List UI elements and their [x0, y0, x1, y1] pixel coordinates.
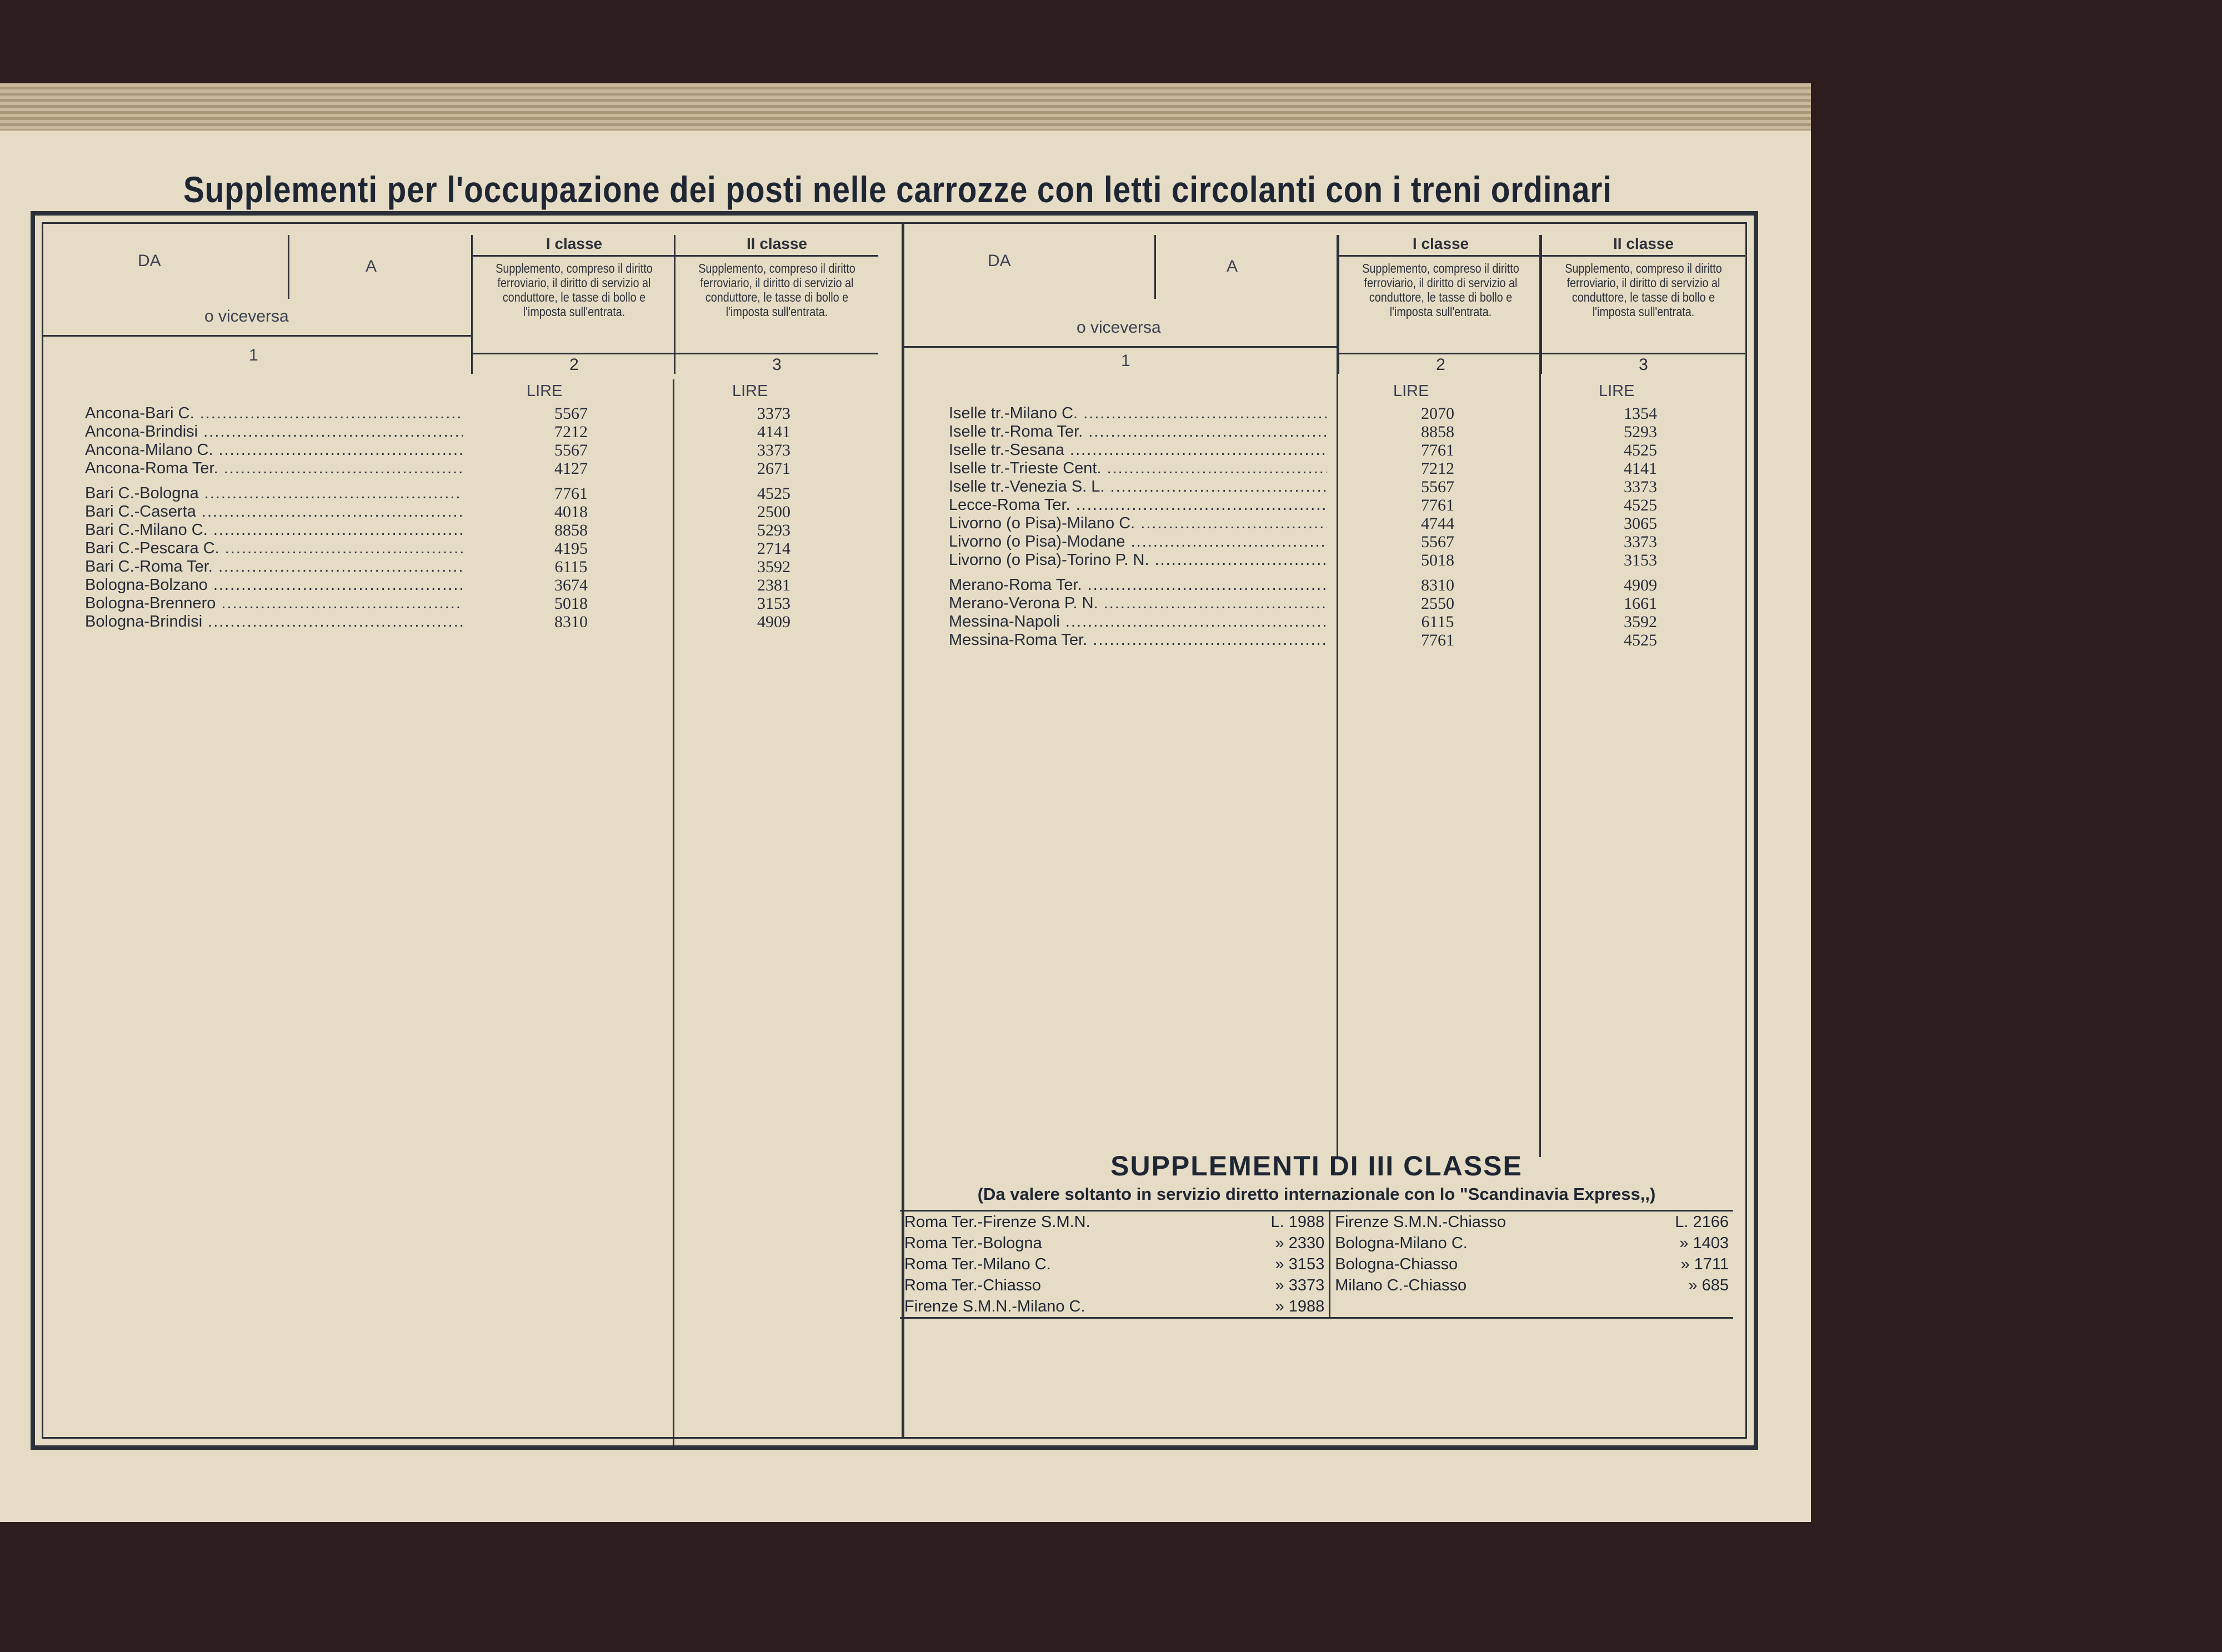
table-row	[904, 459, 1745, 478]
class-i-price: 5018	[1421, 551, 1454, 569]
route-name: Firenze S.M.N.-Chiasso	[1330, 1211, 1658, 1233]
class-ii-price: 2500	[757, 503, 790, 521]
table-row	[904, 404, 1745, 423]
class-ii-price: 4141	[757, 423, 790, 441]
class-i-price: 5567	[554, 441, 588, 459]
class-ii-title: II classe	[1542, 235, 1745, 257]
column-number-1: 1	[249, 346, 258, 364]
class-ii-price: 3153	[757, 594, 790, 613]
table-row	[900, 1233, 1733, 1254]
class-i-title: I classe	[1339, 235, 1542, 257]
column-divider	[673, 379, 674, 1446]
class-ii-price: 5293	[757, 521, 790, 539]
route-name: Bologna-Brennero .....	[85, 594, 463, 613]
route-name	[1330, 1296, 1658, 1318]
class-i-price: 4195	[554, 539, 588, 558]
route-name: Bari C.-Milano C. .....	[85, 521, 463, 539]
price: » 3373	[1275, 1276, 1325, 1294]
table-row	[904, 514, 1745, 533]
column-number-1: 1	[1121, 352, 1130, 370]
class-ii-price: 4525	[1624, 441, 1657, 459]
class-ii-price: 3373	[1624, 478, 1657, 496]
route-name: Lecce-Roma Ter. .....	[949, 496, 1327, 514]
route-name: Iselle tr.-Trieste Cent. .....	[949, 459, 1327, 478]
class-ii-price: 5293	[1624, 423, 1657, 441]
class-ii-price: 3592	[1624, 613, 1657, 631]
price: L. 2166	[1675, 1213, 1729, 1231]
class-i-price: 2550	[1421, 594, 1454, 613]
table-row	[43, 459, 902, 478]
lire-label: LIRE	[1599, 382, 1635, 400]
route-name: Bari C.-Caserta .....	[85, 503, 463, 521]
supplementi-iii-table	[900, 1210, 1733, 1319]
class-i-price: 3674	[554, 576, 588, 594]
class-ii-price: 4909	[1624, 576, 1657, 594]
price: » 1988	[1275, 1297, 1325, 1315]
table-row	[904, 631, 1745, 649]
da-label: DA	[988, 252, 1011, 270]
price: » 2330	[1275, 1234, 1325, 1252]
class-i-price: 6115	[1421, 613, 1454, 631]
class-i-price: 4127	[554, 459, 588, 478]
class-ii-price: 4141	[1624, 459, 1657, 478]
class-ii-description: Supplemento, compreso il diritto ferroviario, il diritto di servizio al conduttore, le tasse di bollo e l'imposta sull'entrata.	[698, 261, 855, 319]
route-name: Firenze S.M.N.-Milano C.	[904, 1297, 1085, 1315]
price: » 1403	[1679, 1234, 1729, 1252]
route-name: Bari C.-Roma Ter. .....	[85, 558, 463, 576]
table-row	[904, 478, 1745, 496]
a-label: A	[1227, 257, 1238, 276]
price	[1658, 1296, 1733, 1318]
class-ii-header	[1540, 235, 1745, 374]
column-number-3: 3	[1542, 353, 1745, 374]
class-ii-price: 1354	[1624, 404, 1657, 423]
route-name: Iselle tr.-Sesana .....	[949, 441, 1327, 459]
route-name: Bari C.-Bologna .....	[85, 484, 463, 503]
supplementi-iii-title: SUPPLEMENTI DI III CLASSE	[1110, 1150, 1523, 1182]
table-row	[43, 423, 902, 441]
class-i-price: 7761	[1421, 496, 1454, 514]
class-i-price: 2070	[1421, 404, 1454, 423]
class-i-header	[1338, 235, 1542, 374]
class-i-title: I classe	[473, 235, 675, 257]
table-row	[904, 423, 1745, 441]
da-a-divider	[1154, 235, 1156, 299]
table-row	[900, 1296, 1733, 1318]
header-rule	[904, 346, 1338, 348]
lire-label: LIRE	[1393, 382, 1429, 400]
supplementi-iii-classe	[900, 1150, 1733, 1319]
route-name: Iselle tr.-Venezia S. L. .....	[949, 478, 1327, 496]
column-number-3: 3	[675, 353, 878, 374]
route-name: Livorno (o Pisa)-Modane .....	[949, 533, 1327, 551]
class-i-price: 7761	[1421, 441, 1454, 459]
class-i-price: 8858	[554, 521, 588, 539]
table-row	[904, 551, 1745, 569]
route-name: Bologna-Milano C.	[1330, 1233, 1658, 1254]
column-divider	[1539, 235, 1541, 1157]
class-i-price: 8310	[1421, 576, 1454, 594]
supplementi-iii-subtitle: (Da valere soltanto in servizio diretto internazionale con lo "Scandinavia Express,,)	[977, 1184, 1656, 1204]
lire-label: LIRE	[527, 382, 563, 400]
table-row	[43, 539, 902, 558]
route-name: Bologna-Brindisi .....	[85, 613, 463, 631]
table-row	[904, 613, 1745, 631]
route-name: Merano-Roma Ter. .....	[949, 576, 1327, 594]
a-label: A	[366, 257, 377, 276]
table-row	[904, 496, 1745, 514]
table-row	[904, 441, 1745, 459]
table-left-half	[43, 224, 904, 1437]
header-rule	[43, 335, 471, 337]
da-label: DA	[138, 252, 161, 270]
class-i-price: 4018	[554, 503, 588, 521]
class-i-price: 5567	[554, 404, 588, 423]
table-row	[900, 1254, 1733, 1275]
class-i-price: 5567	[1421, 478, 1454, 496]
route-header	[904, 235, 1338, 374]
price: » 1711	[1680, 1255, 1729, 1273]
route-name: Bologna-Bolzano .....	[85, 576, 463, 594]
route-name: Merano-Verona P. N. .....	[949, 594, 1327, 613]
page-title: Supplementi per l'occupazione dei posti nelle carrozze con letti circolanti con i treni ordinari	[183, 169, 1612, 210]
class-i-description: Supplemento, compreso il diritto ferroviario, il diritto di servizio al conduttore, le tasse di bollo e l'imposta sull'entrata.	[496, 261, 653, 319]
table-header	[43, 224, 902, 374]
class-ii-price: 4525	[1624, 496, 1657, 514]
table-row	[904, 533, 1745, 551]
class-ii-price: 4909	[757, 613, 790, 631]
table-row	[43, 404, 902, 423]
class-i-price: 7212	[1421, 459, 1454, 478]
class-ii-price: 3153	[1624, 551, 1657, 569]
table-row	[43, 613, 902, 631]
route-name: Bologna-Chiasso	[1330, 1254, 1658, 1275]
route-name: Messina-Roma Ter. .....	[949, 631, 1327, 649]
route-name: Bari C.-Pescara C. .....	[85, 539, 463, 558]
class-ii-price: 3373	[1624, 533, 1657, 551]
route-name: Iselle tr.-Roma Ter. .....	[949, 423, 1327, 441]
table-row	[43, 594, 902, 613]
price: L. 1988	[1270, 1213, 1325, 1231]
table-row	[43, 441, 902, 459]
route-name: Livorno (o Pisa)-Torino P. N. .....	[949, 551, 1327, 569]
route-name: Roma Ter.-Bologna	[904, 1234, 1042, 1252]
class-ii-price: 3065	[1624, 514, 1657, 533]
table-header	[904, 224, 1745, 374]
table-row	[904, 594, 1745, 613]
viceversa-label: o viceversa	[1077, 318, 1161, 337]
table-row	[43, 503, 902, 521]
class-ii-price: 3373	[757, 441, 790, 459]
route-name: Roma Ter.-Firenze S.M.N.	[904, 1213, 1090, 1231]
column-divider	[1337, 235, 1338, 1157]
table-row	[43, 484, 902, 503]
route-name: Ancona-Roma Ter. .....	[85, 459, 463, 478]
table-row	[904, 576, 1745, 594]
class-ii-price: 3592	[757, 558, 790, 576]
class-ii-header	[674, 235, 878, 374]
class-ii-price: 4525	[1624, 631, 1657, 649]
class-i-price: 7761	[1421, 631, 1454, 649]
da-a-divider	[288, 235, 289, 299]
class-i-price: 7212	[554, 423, 588, 441]
column-number-2: 2	[473, 353, 675, 374]
page-edge	[0, 83, 1811, 133]
class-ii-price: 2714	[757, 539, 790, 558]
class-ii-price: 1661	[1624, 594, 1657, 613]
route-name: Livorno (o Pisa)-Milano C. .....	[949, 514, 1327, 533]
class-i-header	[471, 235, 675, 374]
route-name: Ancona-Milano C. .....	[85, 441, 463, 459]
route-name: Iselle tr.-Milano C. .....	[949, 404, 1327, 423]
class-ii-price: 2381	[757, 576, 790, 594]
class-ii-title: II classe	[675, 235, 878, 257]
class-i-price: 4744	[1421, 514, 1454, 533]
table-row	[43, 576, 902, 594]
class-i-price: 5018	[554, 594, 588, 613]
class-i-description: Supplemento, compreso il diritto ferroviario, il diritto di servizio al conduttore, le tasse di bollo e l'imposta sull'entrata.	[1362, 261, 1519, 319]
class-i-price: 7761	[554, 484, 588, 503]
class-ii-price: 4525	[757, 484, 790, 503]
price: » 3153	[1275, 1255, 1325, 1273]
route-header	[43, 235, 471, 374]
route-name: Messina-Napoli .....	[949, 613, 1327, 631]
class-ii-price: 2671	[757, 459, 790, 478]
route-name: Ancona-Brindisi .....	[85, 423, 463, 441]
route-name: Milano C.-Chiasso	[1330, 1275, 1658, 1296]
route-name: Roma Ter.-Milano C.	[904, 1255, 1051, 1273]
table-row	[43, 521, 902, 539]
class-i-price: 8310	[554, 613, 588, 631]
route-name: Ancona-Bari C. .....	[85, 404, 463, 423]
lire-label: LIRE	[732, 382, 768, 400]
class-ii-description: Supplemento, compreso il diritto ferroviario, il diritto di servizio al conduttore, le tasse di bollo e l'imposta sull'entrata.	[1565, 261, 1722, 319]
column-number-2: 2	[1339, 353, 1542, 374]
price: » 685	[1688, 1276, 1729, 1294]
class-i-price: 6115	[554, 558, 588, 576]
table-row	[900, 1275, 1733, 1296]
class-i-price: 8858	[1421, 423, 1454, 441]
table-row	[900, 1211, 1733, 1233]
route-name: Roma Ter.-Chiasso	[904, 1276, 1042, 1294]
class-ii-price: 3373	[757, 404, 790, 423]
table-row	[43, 558, 902, 576]
viceversa-label: o viceversa	[204, 307, 289, 326]
class-i-price: 5567	[1421, 533, 1454, 551]
